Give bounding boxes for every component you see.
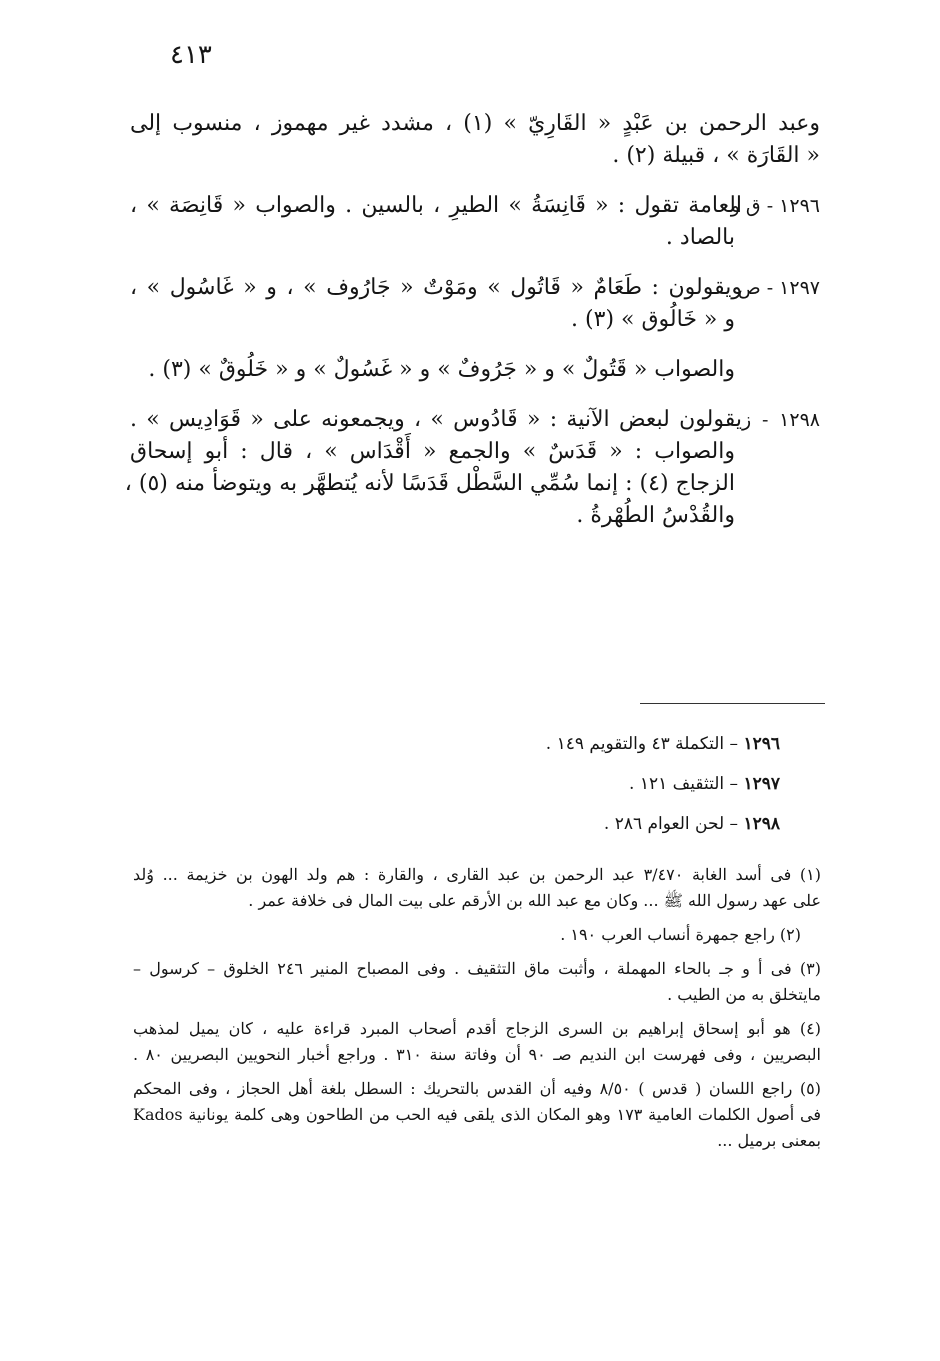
entry-line: الزجاج (٤) : إنما سُمِّي السَّطْل قَدَسًا لأنه يُتطهَّر به ويتوضأ منه (٥) ، xyxy=(124,471,735,496)
main-text xyxy=(124,108,821,550)
source-number: ١٢٩٧ xyxy=(743,774,780,794)
source-text: – التكملة ٤٣ والتقويم ١٤٩ . xyxy=(545,734,739,754)
footnote-line: (٤) هو أبو إسحاق إبراهيم بن السرى الزجاج أقدم أصحاب المبرد قراءة عليه ، كان يميل لمذهب xyxy=(133,1019,821,1038)
footnote-2 xyxy=(133,922,821,948)
footnote-line: البصريين ، وفى فهرست ابن النديم صـ ٩٠ أن وفاتة سنة ٣١٠ . وراجع أخبار النحويين البصريين ٨٠ . xyxy=(133,1045,822,1064)
entry-1296 xyxy=(130,190,820,254)
footnotes xyxy=(133,862,821,1162)
entry-line: والصواب « قَتُولٌ » و « جَرُوفٌ » و « غَسُولٌ » و « خَلُوقٌ » (٣) . xyxy=(148,357,735,382)
entry-number: ١٢٩٧ - ص xyxy=(737,277,820,299)
entry-number: ١٢٩٦ - ق و xyxy=(730,195,820,217)
footnote-line: (٢) راجع جمهرة أنساب العرب ١٩٠ . xyxy=(560,925,801,944)
intro-line: « القَارَة » ، قبيلة (٢) . xyxy=(612,143,820,168)
intro-paragraph xyxy=(130,108,820,172)
footnote-line: (٣) فى أ و جـ بالحاء المهملة ، وأثبت ماق التثقيف . وفى المصباح المنير ٢٤٦ الخلوق – كرسول – xyxy=(133,959,821,978)
source-text: – لحن العوام ٢٨٦ . xyxy=(603,814,739,834)
footnote-divider xyxy=(640,703,825,704)
entry-line: العامة تقول : « قَانِسَةُ » الطيرِ ، بالسين . والصواب « قَانِصَة » ، xyxy=(130,193,742,218)
footnote-line: بمعنى برميل ... xyxy=(717,1131,821,1150)
footnote-4 xyxy=(133,1016,821,1068)
entry-number: ١٢٩٨ - ز xyxy=(742,409,820,431)
source-number: ١٢٩٦ xyxy=(743,734,780,754)
entry-1298 xyxy=(124,404,820,532)
entry-line: ويقولون : طَعَامٌ « قَاتُول » ومَوْتٌ « جَارُوف » ، و « غَاسُول » ، xyxy=(130,275,742,300)
source-number: ١٢٩٨ xyxy=(743,814,780,834)
entry-line: و « خَالُوق » (٣) . xyxy=(571,307,735,332)
footnote-line: فى أصول الكلمات العامية ١٧٣ وهو المكان الذى يلقى فيه الحب من الطاحون وهى كلمة يونانية Kados xyxy=(133,1105,822,1124)
source-text: – التثقيف ١٢١ . xyxy=(629,774,739,794)
intro-line: وعبد الرحمن بن عَبْدٍ « القَارِيّ » (١) ، مشدد غير مهموز ، منسوب إلى xyxy=(130,111,821,136)
footnote-3 xyxy=(133,956,821,1008)
footnote-line: مايتخلق به من الطيب . xyxy=(667,985,821,1004)
footnote-line: (١) فى أسد الغابة ٣/٤٧٠ عبد الرحمن بن عبد القارى ، والقارة : هم ولد الهون بن خزيمة ... وُلد xyxy=(133,865,822,884)
footnote-5 xyxy=(133,1076,821,1154)
source-line xyxy=(300,773,780,795)
source-line xyxy=(300,733,780,755)
entry-line: يقولون لبعض الآنية : « قَادُوس » ، ويجمعونه على « قَوَادِيس » . xyxy=(130,407,742,432)
entry-line: والصواب : « قَدَسٌ » والجمع « أَقْدَاس » ، قال : أبو إسحاق xyxy=(130,439,735,464)
entry-sources xyxy=(300,733,780,853)
entry-1297 xyxy=(130,272,820,386)
entry-line: والقُدْسُ الطُهْرةُ . xyxy=(576,503,735,528)
entry-line: بالصاد . xyxy=(665,225,735,250)
source-line xyxy=(300,813,780,835)
page-number: ٤١٣ xyxy=(170,40,212,70)
footnote-line: على عهد رسول الله ﷺ ... وكان مع عبد الله بن الأرقم على بيت المال فى خلافة عمر . xyxy=(248,891,821,910)
footnote-1 xyxy=(133,862,821,914)
footnote-line: (٥) راجع اللسان ( قدس ) ٨/٥٠ وفيه أن القدس بالتحريك : السطل بلغة أهل الحجاز ، وفى المحكم xyxy=(133,1079,821,1098)
